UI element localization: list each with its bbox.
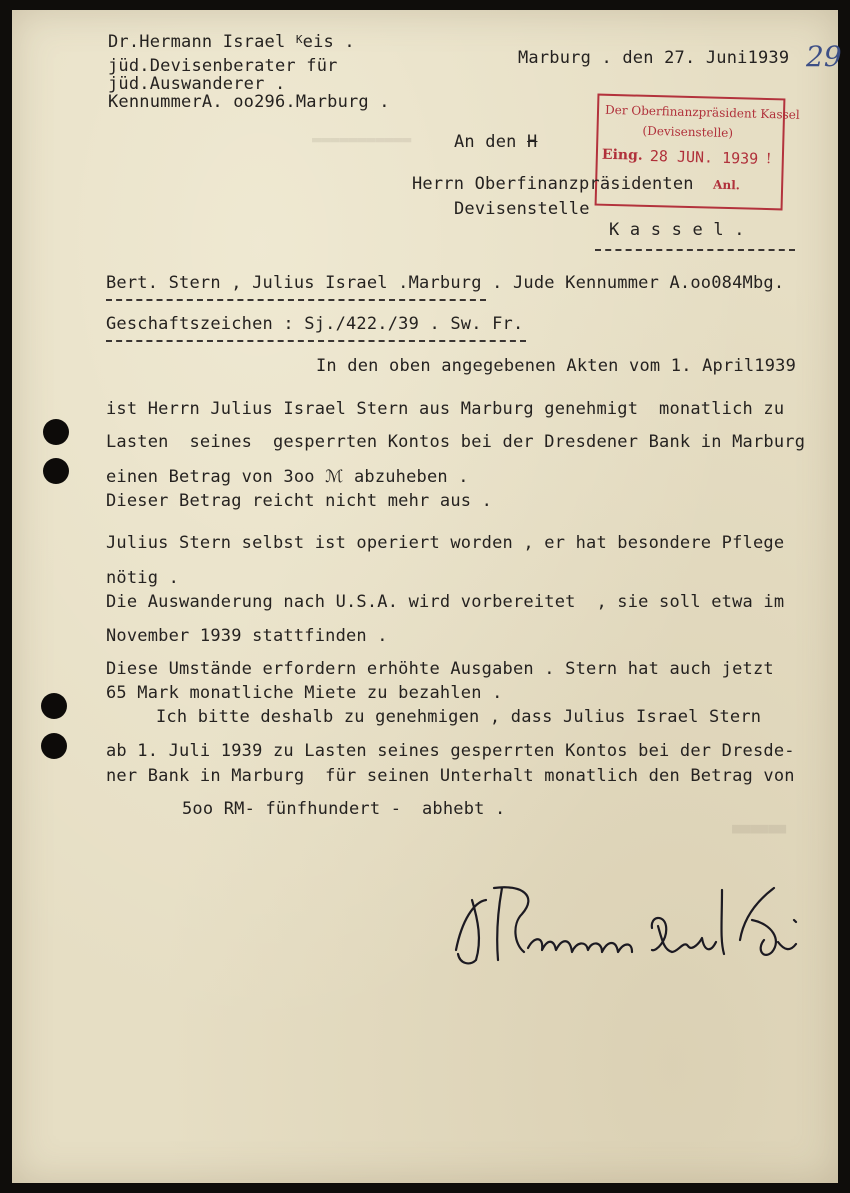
sender-title: jüd.Devisenberater für <box>108 56 338 76</box>
bleed-through: ▬▬▬ <box>732 810 787 845</box>
body-line: einen Betrag von 3oo ℳ abzuheben . <box>106 467 469 487</box>
recipient-prefix: An den H <box>454 132 538 152</box>
sender-id: KennummerA. oo296.Marburg . <box>108 92 390 112</box>
sender-title-2: jüd.Auswanderer . <box>108 74 286 94</box>
subject-underline <box>106 299 486 301</box>
body-line: nötig . <box>106 568 180 588</box>
punch-hole <box>41 733 67 759</box>
recipient-city: K a s s e l . <box>609 220 745 240</box>
body-line: In den oben angegebenen Akten vom 1. April1939 <box>316 356 797 376</box>
letter-page <box>12 10 842 1183</box>
subject-line: Bert. Stern , Julius Israel .Marburg . Jude Kennummer A.oo084Mbg. <box>106 273 785 293</box>
stamp-date: 28 JUN. 1939 <box>649 146 759 168</box>
punch-hole <box>41 693 67 719</box>
stamp-received-label: Eing. <box>601 146 643 164</box>
stamp-authority: Der Oberfinanzpräsident Kassel <box>604 102 800 122</box>
body-line: ab 1. Juli 1939 zu Lasten seines gesperrten Kontos bei der Dresde- <box>106 741 795 761</box>
sender-name: Dr.Hermann Israel $^K$eis . <box>108 32 355 52</box>
reference-underline <box>106 340 526 342</box>
stamp-mark: ! <box>765 150 772 168</box>
body-line: Die Auswanderung nach U.S.A. wird vorbereitet , sie soll etwa im <box>106 592 785 612</box>
stamp-department: (Devisenstelle) <box>642 123 734 141</box>
city-underline <box>595 249 795 251</box>
stamp-enclosures-label: Anl. <box>712 177 741 193</box>
body-line: Dieser Betrag reicht nicht mehr aus . <box>106 491 493 511</box>
recipient-department: Devisenstelle <box>454 199 590 219</box>
signature <box>452 880 812 980</box>
punch-hole <box>43 419 69 445</box>
body-line: Diese Umstände erfordern erhöhte Ausgaben . Stern hat auch jetzt <box>106 659 774 679</box>
page-number: 29 <box>806 40 842 73</box>
bleed-through: ▬▬▬▬▬▬▬▬▬▬▬ <box>312 130 412 148</box>
body-line: ist Herrn Julius Israel Stern aus Marburg genehmigt monatlich zu <box>106 399 785 419</box>
body-line: ner Bank in Marburg für seinen Unterhalt monatlich den Betrag von <box>106 766 795 786</box>
body-line: Lasten seines gesperrten Kontos bei der Dresdener Bank in Marburg <box>106 432 806 452</box>
recipient-title: Herrn Oberfinanzpräsidenten <box>412 174 694 194</box>
body-line: Ich bitte deshalb zu genehmigen , dass Julius Israel Stern <box>156 707 762 727</box>
body-line: Julius Stern selbst ist operiert worden , er hat besondere Pflege <box>106 533 785 553</box>
punch-hole <box>43 458 69 484</box>
reference-line: Geschaftszeichen : Sj./422./39 . Sw. Fr. <box>106 314 524 334</box>
body-line: 5oo RM- fünfhundert - abhebt . <box>182 799 506 819</box>
date-line: Marburg . den 27. Juni1939 <box>518 48 790 68</box>
body-line: 65 Mark monatliche Miete zu bezahlen . <box>106 683 503 703</box>
body-line: November 1939 stattfinden . <box>106 626 388 646</box>
